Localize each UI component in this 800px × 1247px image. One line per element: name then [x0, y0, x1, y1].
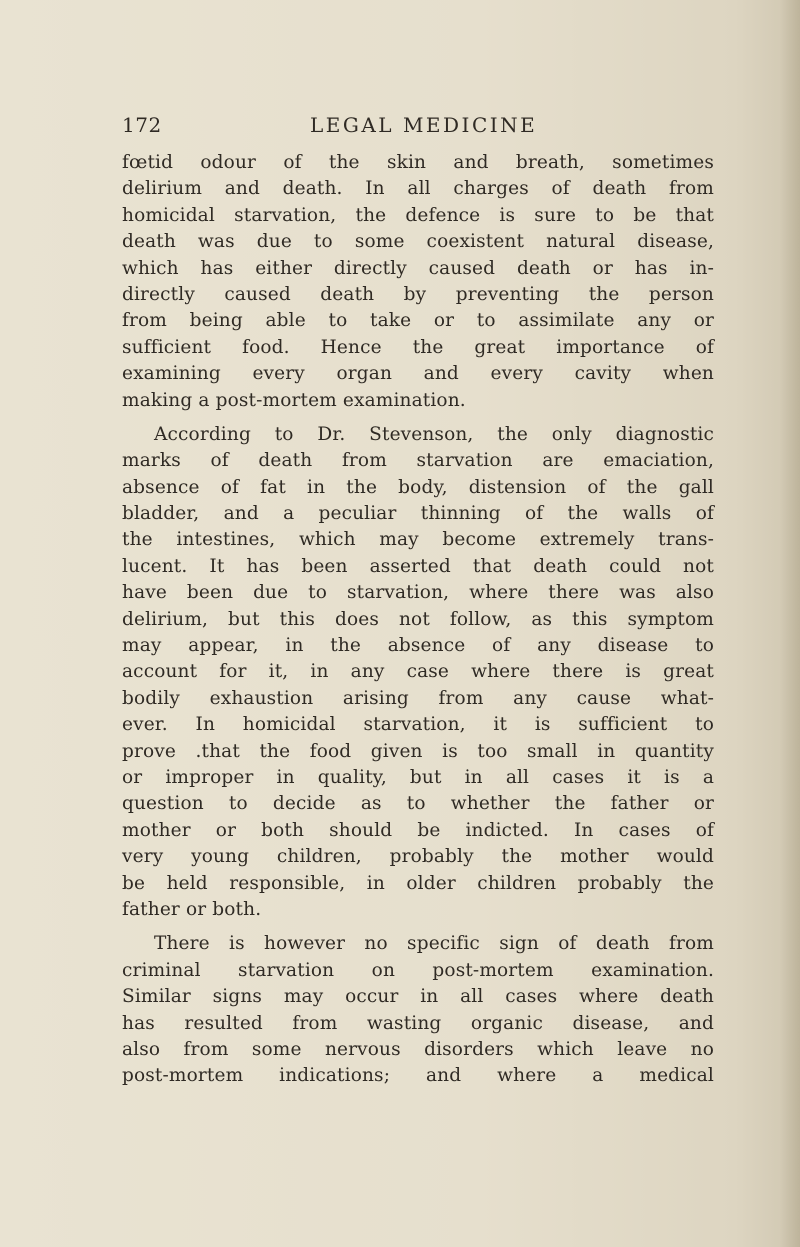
text-line: have been due to starvation, where there was also	[122, 582, 714, 604]
text-line: mother or both should be indicted. In cases of	[122, 819, 714, 841]
text-line: delirium and death. In all charges of death from	[122, 178, 714, 200]
text-line: or improper in quality, but in all cases it is a	[122, 766, 714, 788]
text-line: directly caused death by preventing the person	[122, 283, 714, 305]
text-line: delirium, but this does not follow, as this symptom	[122, 608, 714, 630]
text-line: prove .that the food given is too small in quantity	[122, 740, 714, 762]
text-line: ever. In homicidal starvation, it is sufficient to	[122, 714, 714, 736]
text-line: has resulted from wasting organic disease, and	[122, 1012, 714, 1034]
page-edge-shadow	[780, 0, 800, 1247]
running-head	[122, 113, 712, 143]
text-line: account for it, in any case where there is great	[122, 661, 714, 683]
paragraph	[122, 422, 714, 923]
paragraph	[122, 150, 714, 414]
text-line: which has either directly caused death or has in-	[122, 257, 714, 279]
text-line: very young children, probably the mother would	[122, 846, 714, 868]
text-line: also from some nervous disorders which leave no	[122, 1038, 714, 1060]
text-line: homicidal starvation, the defence is sure to be that	[122, 204, 714, 226]
text-line: There is however no specific sign of death from	[154, 933, 714, 955]
text-line: may appear, in the absence of any disease to	[122, 635, 714, 657]
text-line: question to decide as to whether the father or	[122, 793, 714, 815]
text-line: be held responsible, in older children probably the	[122, 872, 714, 894]
page-number: 172	[122, 113, 162, 137]
text-line: examining every organ and every cavity when	[122, 363, 714, 385]
text-line: making a post-mortem examination.	[122, 389, 466, 411]
text-line: sufficient food. Hence the great importance of	[122, 336, 714, 358]
text-line: lucent. It has been asserted that death could not	[122, 555, 714, 577]
text-line: fœtid odour of the skin and breath, sometimes	[122, 152, 714, 173]
text-line: bladder, and a peculiar thinning of the walls of	[122, 503, 714, 525]
text-line: criminal starvation on post-mortem examination.	[122, 959, 714, 981]
body-text	[122, 150, 714, 1090]
running-title: LEGAL MEDICINE	[310, 113, 538, 137]
text-line: post-mortem indications; and where a medical	[122, 1065, 714, 1087]
text-line: the intestines, which may become extremely trans-	[122, 529, 714, 551]
text-line: Similar signs may occur in all cases where death	[122, 986, 714, 1008]
paragraph	[122, 931, 714, 1089]
text-line: marks of death from starvation are emaciation,	[122, 450, 714, 472]
text-line: According to Dr. Stevenson, the only diagnostic	[154, 423, 714, 445]
text-line: father or both.	[122, 898, 262, 920]
text-line: from being able to take or to assimilate any or	[122, 310, 714, 332]
text-line: absence of fat in the body, distension of the gall	[122, 476, 714, 498]
text-line: bodily exhaustion arising from any cause what-	[122, 687, 714, 709]
text-line: death was due to some coexistent natural disease,	[122, 231, 714, 253]
